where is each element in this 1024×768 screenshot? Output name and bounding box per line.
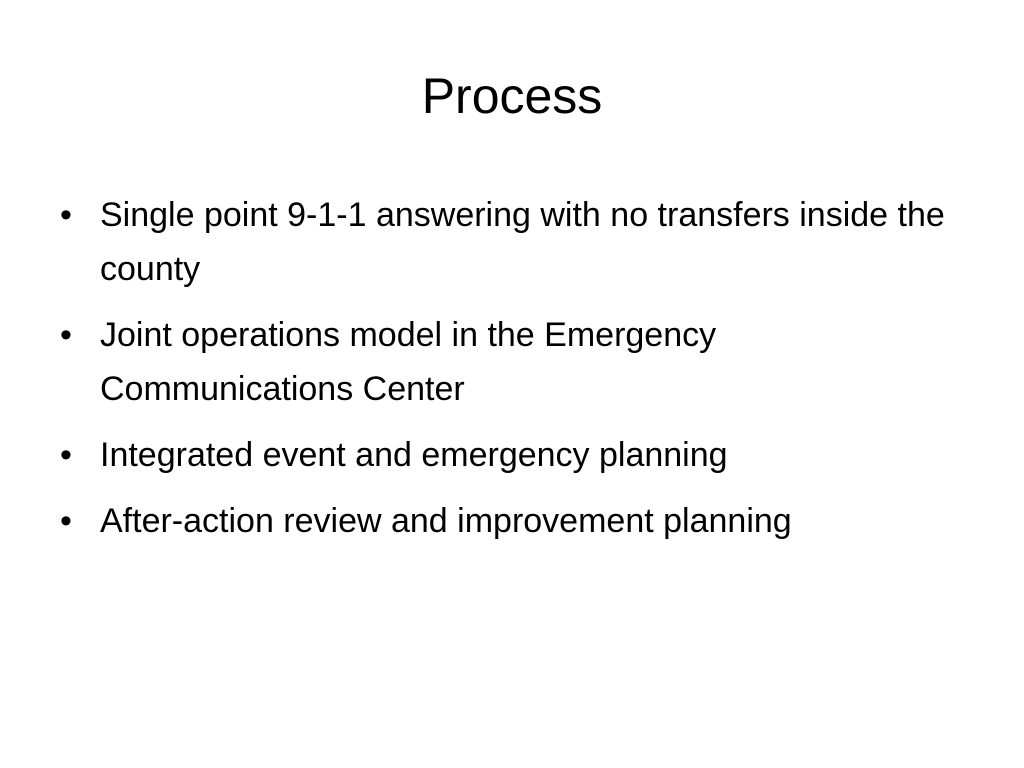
bullet-dot-icon: • bbox=[60, 436, 72, 474]
list-item bbox=[60, 188, 960, 296]
list-item bbox=[60, 308, 960, 416]
bullet-dot-icon: • bbox=[60, 502, 72, 540]
bullet-text: Single point 9-1-1 answering with no transfers inside the county bbox=[100, 196, 945, 288]
bullet-dot-icon: • bbox=[60, 196, 72, 234]
list-item bbox=[60, 494, 960, 548]
bullet-text: After-action review and improvement planning bbox=[100, 502, 792, 540]
bullet-text: Joint operations model in the Emergency Communications Center bbox=[100, 316, 717, 408]
bullet-dot-icon: • bbox=[60, 316, 72, 354]
list-item bbox=[60, 428, 960, 482]
slide-title: Process bbox=[421, 68, 603, 124]
bullet-text: Integrated event and emergency planning bbox=[100, 436, 728, 474]
bullet-list bbox=[60, 188, 960, 560]
